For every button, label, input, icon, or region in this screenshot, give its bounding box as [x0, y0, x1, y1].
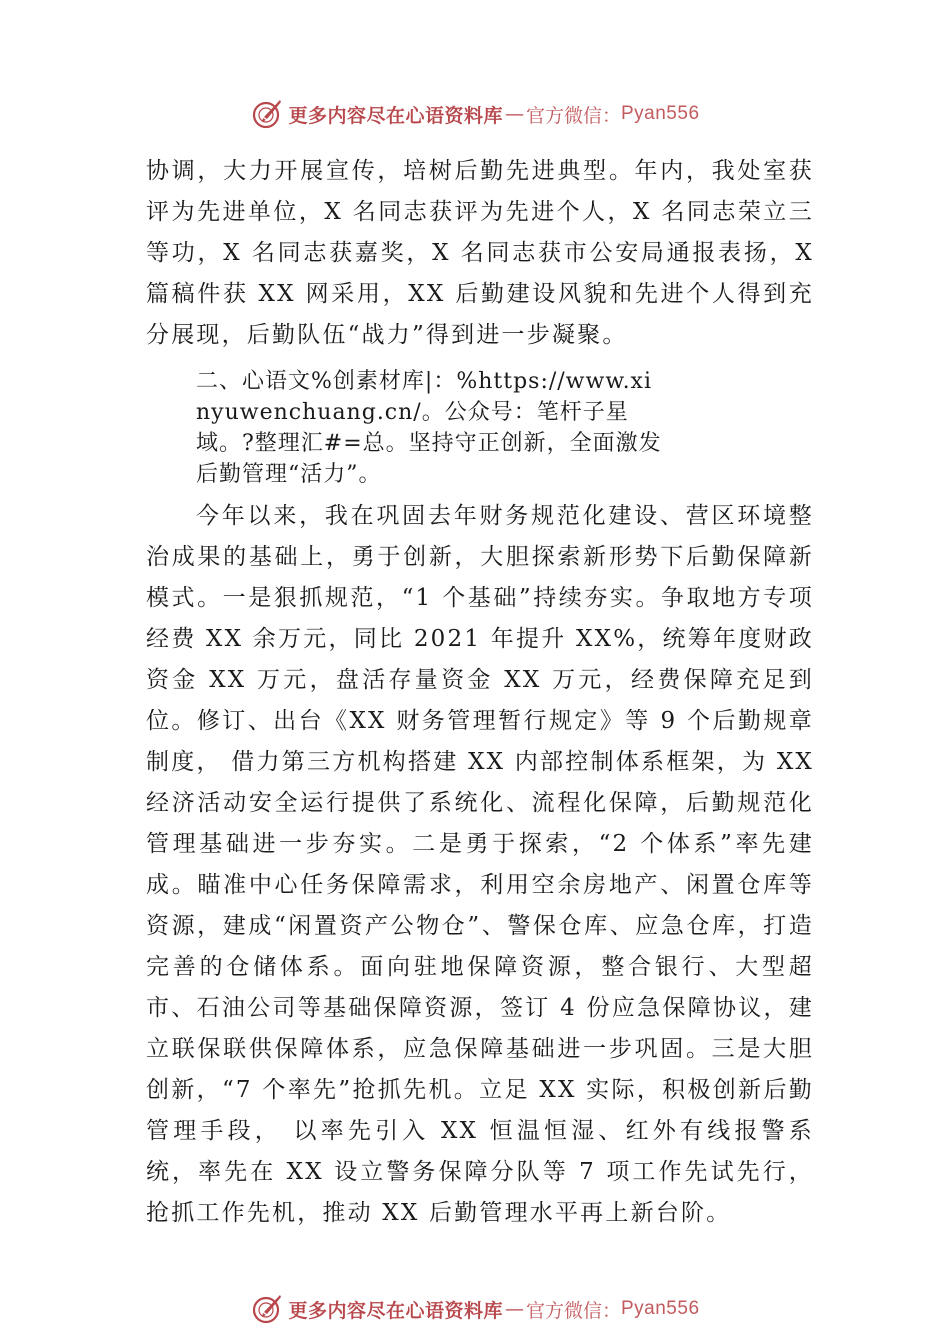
watermark-separator: —	[504, 1298, 524, 1320]
watermark-label: 官方微信：	[525, 1299, 621, 1322]
watermark-wechat-id: Pyan556	[621, 103, 700, 124]
watermark-wechat-id: Pyan556	[621, 1298, 700, 1319]
footer-watermark	[0, 1289, 950, 1329]
watermark-separator: —	[504, 103, 524, 125]
document-body	[146, 151, 814, 1234]
watermark-main-text: 更多内容尽在心语资料库	[288, 104, 503, 127]
body-paragraph-1: 协调，大力开展宣传，培树后勤先进典型。年内，我处室获评为先进单位，X 名同志获评为先进个人，X 名同志荣立三等功，X 名同志获嘉奖，X 名同志获市公安局通报表扬，X 篇稿件获 XX 网采用，XX 后勤建设风貌和先进个人得到充分展现，后勤队伍“战力”得到进一步凝聚。	[146, 158, 814, 348]
feather-pen-seal-icon	[250, 1292, 284, 1326]
watermark-main-text: 更多内容尽在心语资料库	[288, 1299, 503, 1322]
section-heading-2: 二、心语文%创素材库|：%https://www.xinyuwenchuang.cn/。公众号：笔杆子星域。?整理汇#=总。坚持守正创新，全面激发后勤管理“活力”。	[196, 369, 662, 487]
body-paragraph-3: 今年以来，我在巩固去年财务规范化建设、营区环境整治成果的基础上，勇于创新，大胆探索新形势下后勤保障新模式。一是狠抓规范，“1 个基础”持续夯实。争取地方专项经费 XX 余万元，同比 2021 年提升 XX%，统筹年度财政资金 XX 万元，盘活存量资金 XX 万元，经费保障充足到位。修订、出台《XX 财务管理暂行规定》等 9 个后勤规章制度， 借力第三方机构搭建 XX 内部控制体系框架，为 XX 经济活动安全运行提供了系统化、流程化保障，后勤规范化管理基础进一步夯实。二是勇于探索，“2 个体系”率先建成。瞄准中心任务保障需求，利用空余房地产、闲置仓库等资源，建成“闲置资产公物仓”、警保仓库、应急仓库，打造完善的仓储体系。面向驻地保障资源，整合银行、大型超市、石油公司等基础保障资源，签订 4 份应急保障协议，建立联保联供保障体系，应急保障基础进一步巩固。三是大胆创新，“7 个率先”抢抓先机。立足 XX 实际，积极创新后勤管理手段， 以率先引入 XX 恒温恒湿、红外有线报警系统，率先在 XX 设立警务保障分队等 7 项工作先试先行，抢抓工作先机，推动 XX 后勤管理水平再上新台阶。	[146, 503, 814, 1226]
watermark-label: 官方微信：	[525, 104, 621, 127]
header-watermark	[0, 94, 950, 134]
feather-pen-seal-icon	[250, 97, 284, 131]
